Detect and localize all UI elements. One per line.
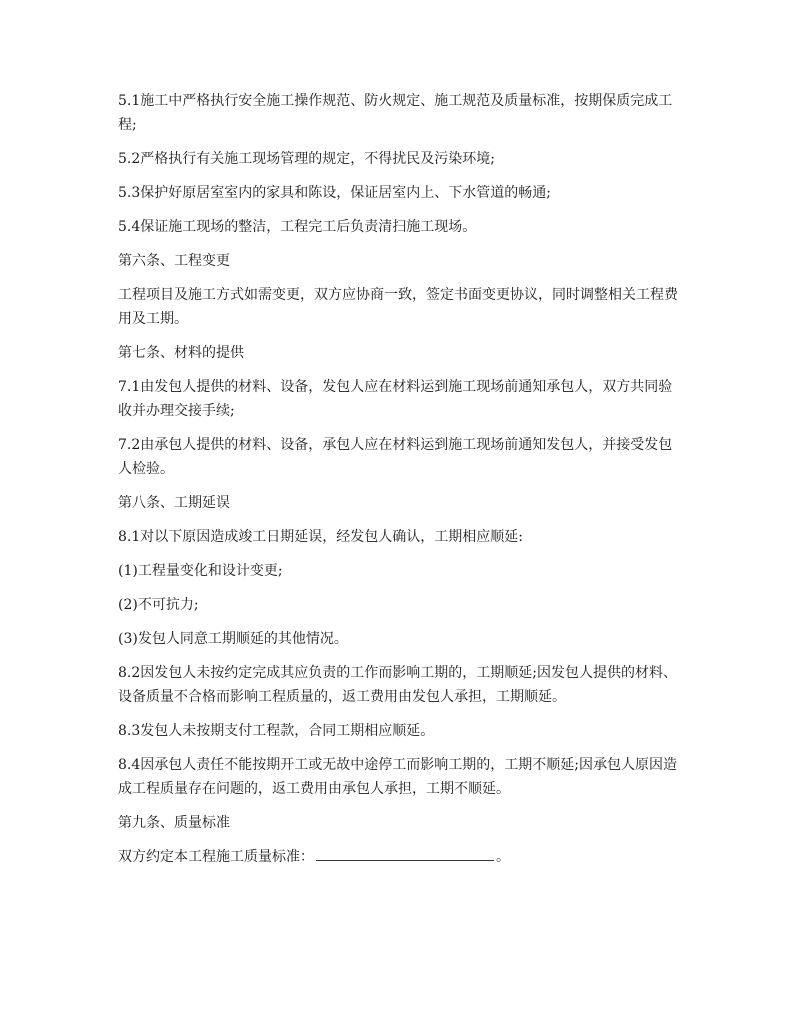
clause-5-2: 5.2严格执行有关施工现场管理的规定，不得扰民及污染环境; — [118, 151, 495, 167]
clause-5-1: 5.1施工中严格执行安全施工操作规范、防火规定、施工规范及质量标准，按期保质完成工程; — [118, 93, 673, 133]
clause-8-1: 8.1对以下原因造成竣工日期延误，经发包人确认，工期相应顺延: — [118, 529, 523, 545]
clause-7-1: 7.1由发包人提供的材料、设备，发包人应在材料运到施工现场前通知承包人，双方共同验收并办理交接手续; — [118, 379, 673, 419]
section-heading-8: 第八条、工期延误 — [118, 495, 230, 511]
section-heading-6: 第六条、工程变更 — [118, 253, 230, 269]
fill-in-blank — [316, 846, 494, 861]
section-6-body: 工程项目及施工方式如需变更，双方应协商一致，签定书面变更协议，同时调整相关工程费用及工期。 — [118, 287, 678, 327]
clause-8-1-item-3: (3)发包人同意工期顺延的其他情况。 — [118, 631, 348, 647]
quality-standard-line — [118, 845, 684, 869]
clause-5-3: 5.3保护好原居室室内的家具和陈设，保证居室内上、下水管道的畅通; — [118, 185, 551, 201]
quality-standard-label: 双方约定本工程施工质量标准： — [118, 849, 314, 865]
section-heading-7: 第七条、材料的提供 — [118, 345, 244, 361]
clause-8-4: 8.4因承包人责任不能按期开工或无故中途停工而影响工期的，工期不顺延;因承包人原因造成工程质量存在问题的，返工费用由承包人承担，工期不顺延。 — [118, 757, 677, 797]
section-heading-9: 第九条、质量标准 — [118, 815, 230, 831]
clause-8-1-item-2: (2)不可抗力; — [118, 597, 199, 613]
quality-standard-period: 。 — [496, 849, 510, 865]
clause-8-3: 8.3发包人未按期支付工程款，合同工期相应顺延。 — [118, 723, 435, 739]
clause-5-4: 5.4保证施工现场的整洁，工程完工后负责清扫施工现场。 — [118, 219, 477, 235]
clause-7-2: 7.2由承包人提供的材料、设备，承包人应在材料运到施工现场前通知发包人，并接受发包人检验。 — [118, 437, 673, 477]
document-body — [118, 89, 684, 879]
clause-8-1-item-1: (1)工程量变化和设计变更; — [118, 563, 283, 579]
clause-8-2: 8.2因发包人未按约定完成其应负责的工作而影响工期的，工期顺延;因发包人提供的材料、设备质量不合格而影响工程质量的，返工费用由发包人承担，工期顺延。 — [118, 665, 677, 705]
